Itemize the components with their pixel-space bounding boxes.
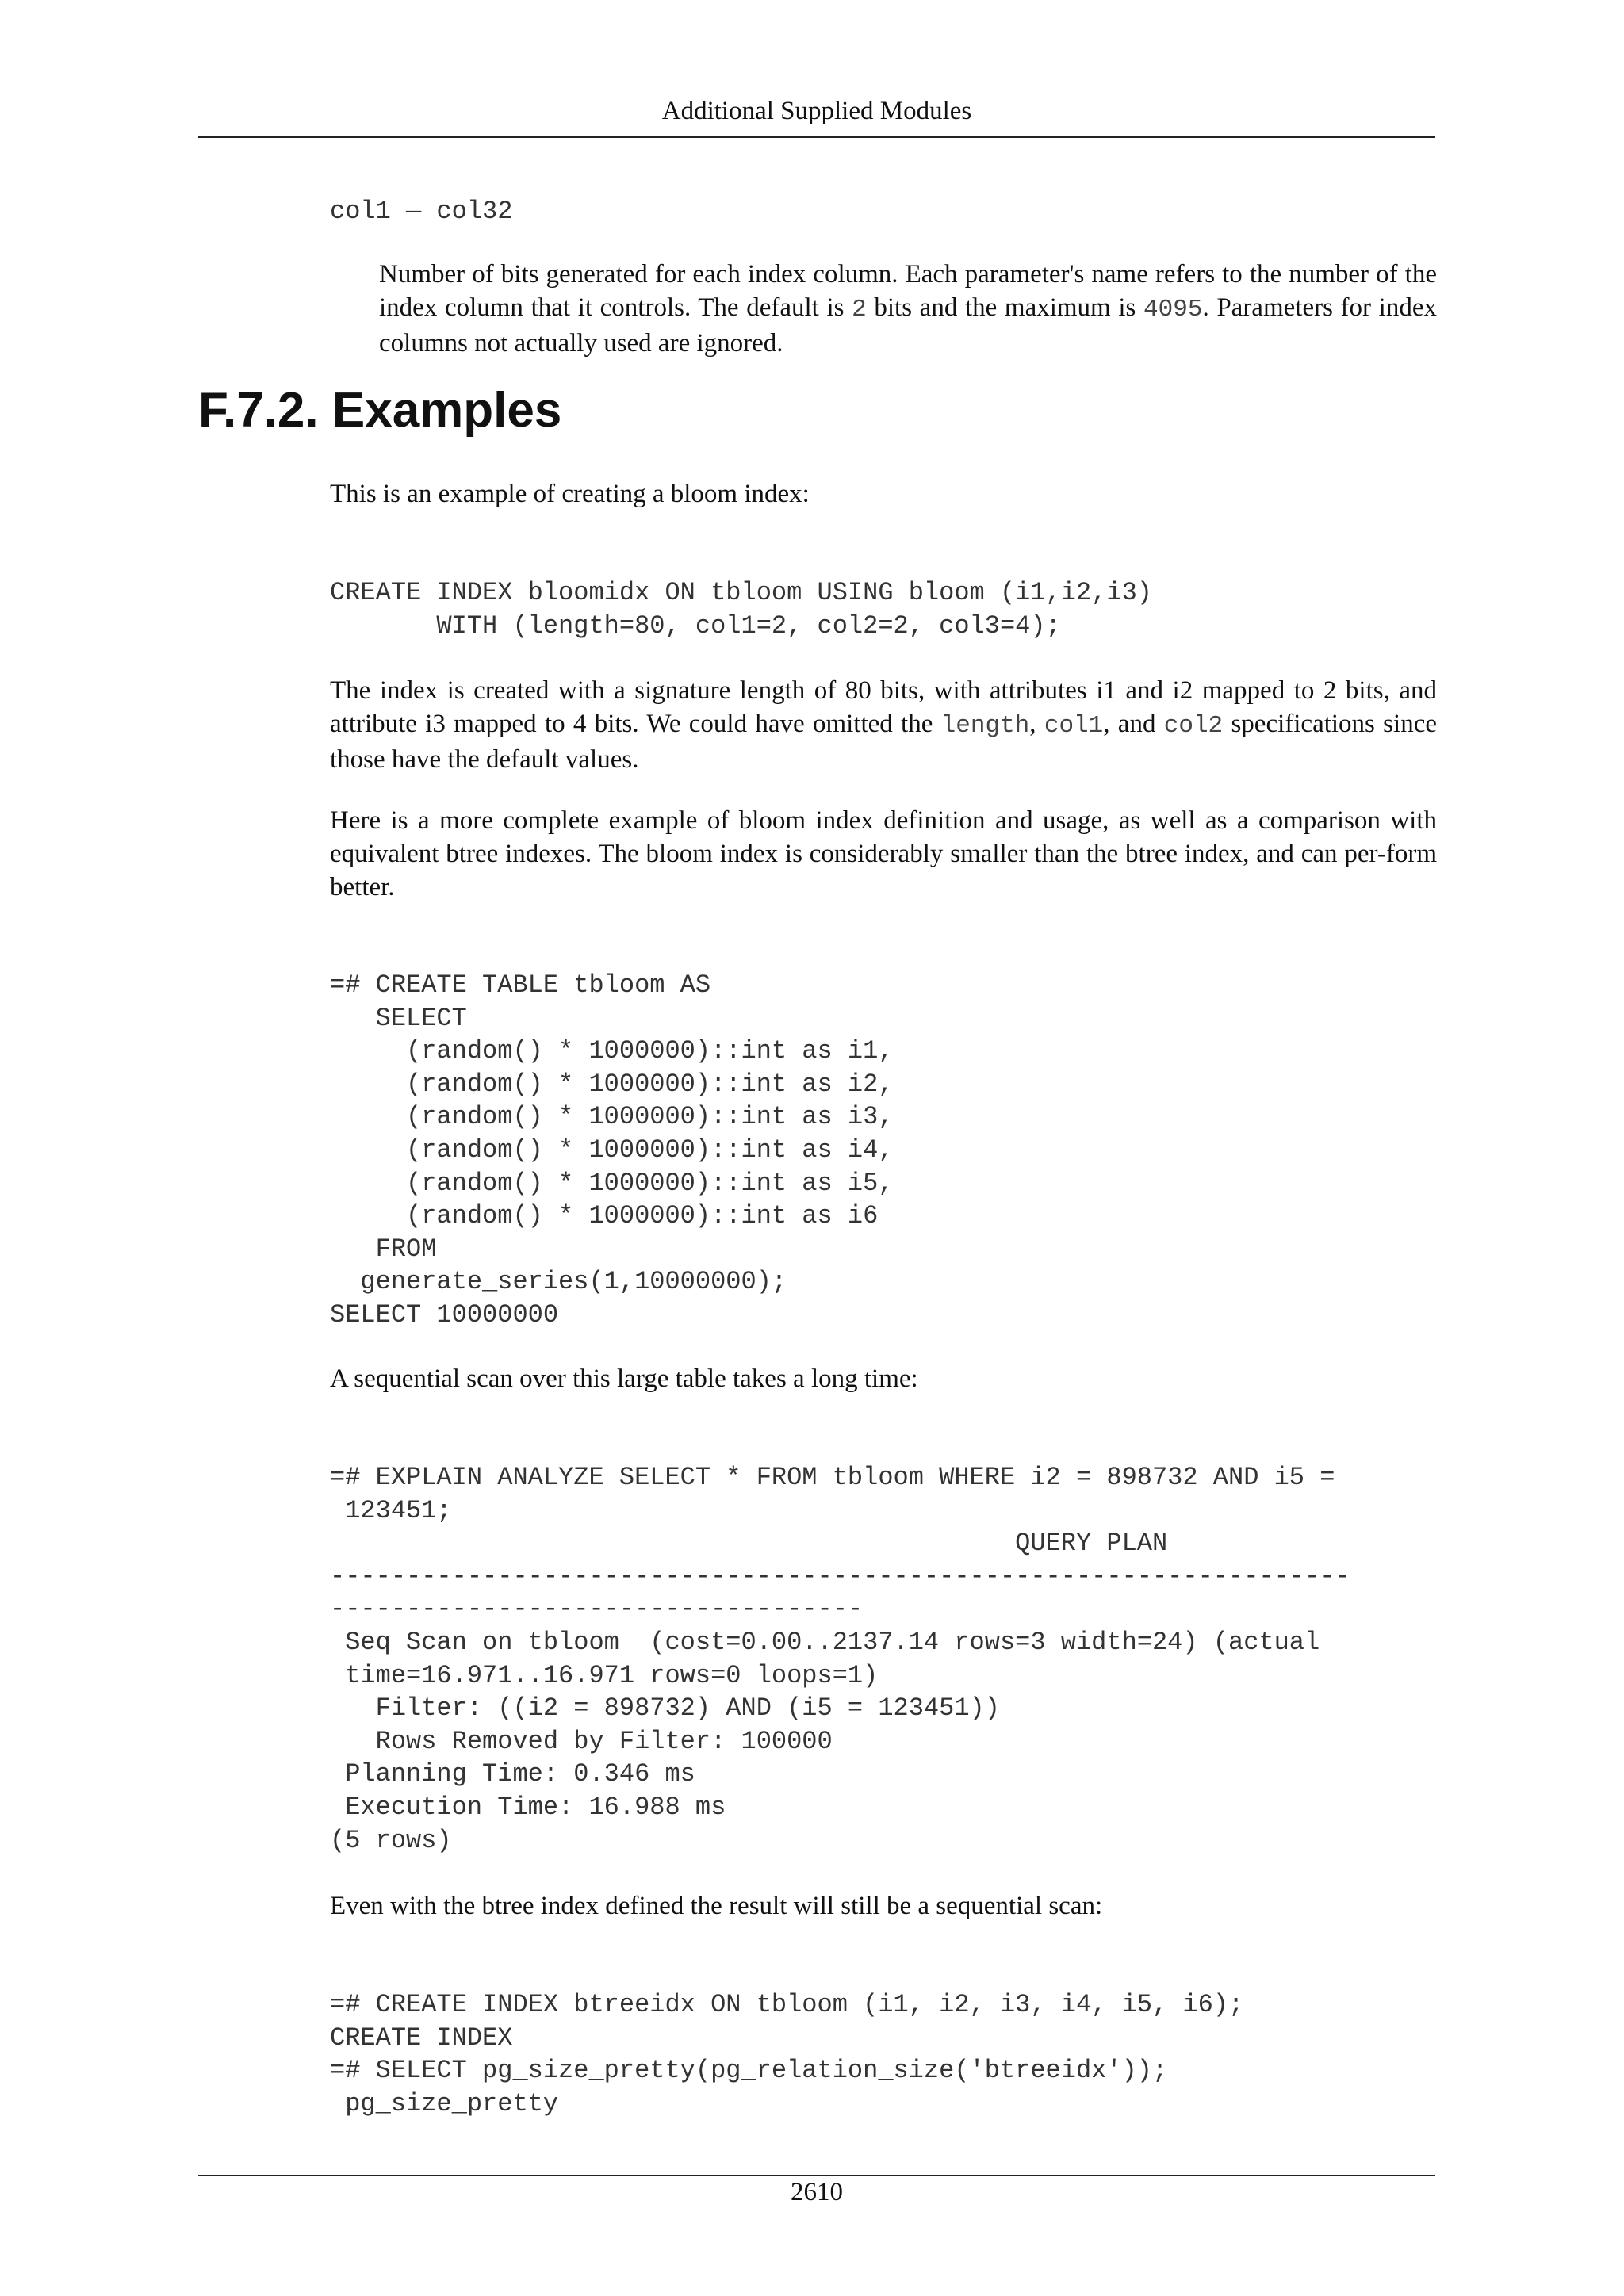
paragraph-text: specifications since those have the default values. xyxy=(330,710,1437,774)
code-block-create-table: =# CREATE TABLE tbloom AS SELECT (random() * 1000000)::int as i1, (random() * 1000000)::int as i2, (random() * 1000000)::int as i3, (random() * 1000000)::int as i4, (random() * 1000000)::int as i5, (random() * 1000000)::int as i6 FROM generate_series(1,10000000); SELECT 10000000 xyxy=(330,970,894,1330)
paragraph-complete-example: Here is a more complete example of bloom index definition and usage, as well as a comparison with equivalent btree indexes. The bloom index is considerably smaller than the btree index, and can per-form better. xyxy=(330,806,1437,901)
parameter-description-text: . Parameters for index columns not actually used are ignored. xyxy=(379,293,1437,358)
parameter-description xyxy=(379,258,1437,360)
parameter-term: col1 — col32 xyxy=(330,197,513,226)
paragraph-text: , xyxy=(1029,710,1044,738)
default-value-literal: 2 xyxy=(852,296,867,323)
paragraph-text: , and xyxy=(1103,710,1164,738)
page-number: 2610 xyxy=(791,2178,843,2206)
parameter-description-text: bits and the maximum is xyxy=(866,293,1144,322)
paragraph-text: The index is created with a signature length of 80 bits, with attributes i1 and i2 mapped to 2 bits, and attribute i3 mapped to 4 bits. We could have omitted the xyxy=(330,676,1437,738)
paragraph-btree-note: Even with the btree index defined the result will still be a sequential scan: xyxy=(330,1892,1103,1920)
code-block-create-index: CREATE INDEX bloomidx ON tbloom USING bloom (i1,i2,i3) WITH (length=80, col1=2, col2=2, col3=4); xyxy=(330,578,1152,641)
section-heading: F.7.2. Examples xyxy=(198,383,562,438)
inline-code-length: length xyxy=(940,712,1030,740)
code-block-btree-index: =# CREATE INDEX btreeidx ON tbloom (i1, i2, i3, i4, i5, i6); CREATE INDEX =# SELECT pg_size_pretty(pg_relation_size('btreeidx')); pg_size_pretty xyxy=(330,1990,1244,2118)
paragraph-intro: This is an example of creating a bloom index: xyxy=(330,480,810,508)
inline-code-col1: col1 xyxy=(1044,712,1104,740)
paragraph-index-explanation xyxy=(330,674,1437,776)
parameter-description-text: Number of bits generated for each index column. Each parameter's name refers to the number of the index column that it controls. The default is xyxy=(379,260,1437,322)
header-rule xyxy=(198,136,1435,138)
paragraph-sequential-scan: A sequential scan over this large table takes a long time: xyxy=(330,1364,918,1393)
code-block-explain-analyze: =# EXPLAIN ANALYZE SELECT * FROM tbloom WHERE i2 = 898732 AND i5 = 123451; QUERY PLAN ------------------------------------------------------------------- ----------------------------------- Seq Scan on tbloom (cost=0.00..2137.14 rows=3 width=24) (actual time=16.971..16.971 rows=0 loops=1) Filter: ((i2 = 898732) AND (i5 = 123451)) Rows Removed by Filter: 100000 Planning Time: 0.346 ms Execution Time: 16.988 ms (5 rows) xyxy=(330,1463,1350,1855)
running-header-title: Additional Supplied Modules xyxy=(661,97,972,125)
inline-code-col2: col2 xyxy=(1163,712,1224,740)
max-value-literal: 4095 xyxy=(1143,296,1203,323)
